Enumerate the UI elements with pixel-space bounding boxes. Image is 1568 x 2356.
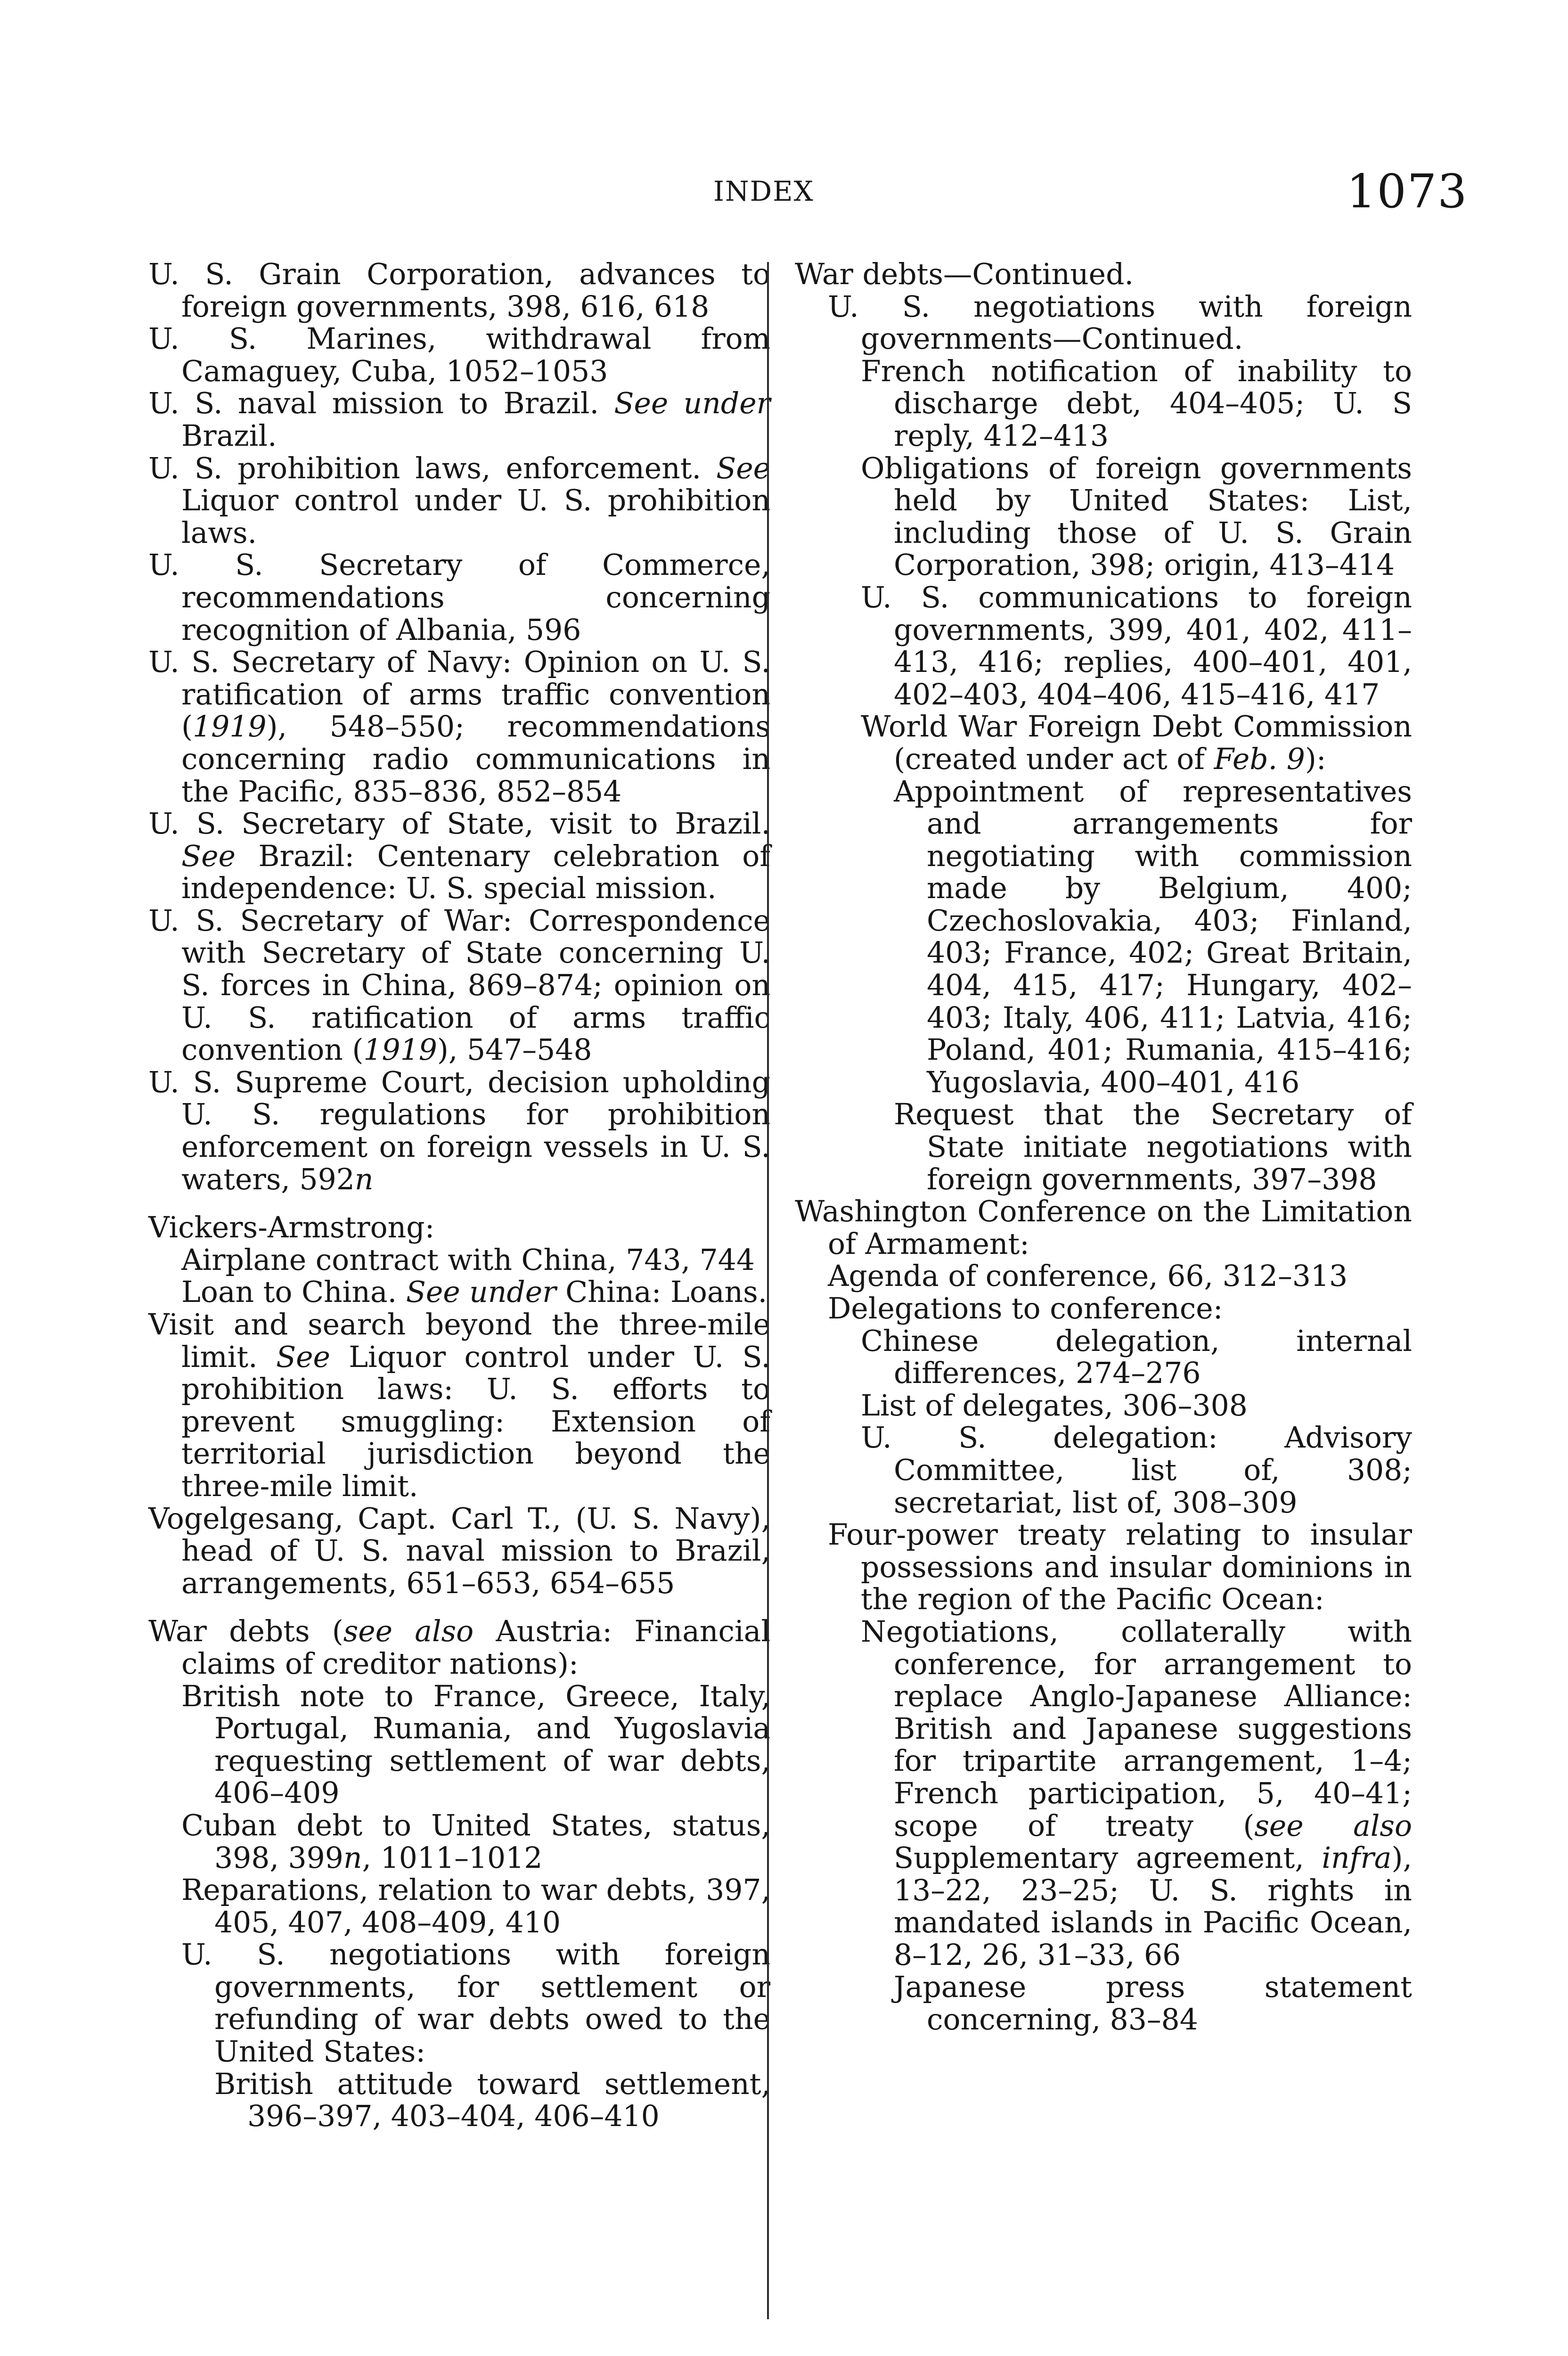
index-entry: U. S. delegation: Advisory Committee, list of, 308; secretariat, list of, 308–309	[861, 1421, 1412, 1520]
index-entry: Visit and search beyond the three-mile limit. See Liquor control under U. S. prohibition laws: U. S. efforts to prevent smuggling: Extension of territorial jurisdiction beyond the three-mile limit.	[148, 1308, 770, 1503]
column-divider	[767, 262, 769, 2319]
index-entry: Delegations to conference:	[828, 1292, 1223, 1325]
index-entry: U. S. Secretary of Commerce, recommendations concerning recognition of Albania, 596	[148, 548, 770, 647]
index-entry: U. S. Secretary of State, visit to Brazil. See Brazil: Centenary celebration of independence: U. S. special mission.	[148, 807, 770, 906]
index-entry: British note to France, Greece, Italy, Portugal, Rumania, and Yugoslavia requesting settlement of war debts, 406–409	[181, 1679, 770, 1810]
index-entry: Appointment of representatives and arrangements for negotiating with commission made by Belgium, 400; Czechoslovakia, 403; Finland, 403; France, 402; Great Britain, 404, 415, 417; Hungary, 402–403; Italy, 406, 411; Latvia, 416; Poland, 401; Rumania, 415–416; Yugoslavia, 400–401, 416	[894, 774, 1412, 1099]
index-entry: U. S. Secretary of War: Correspondence with Secretary of State concerning U. S. forces in China, 869–874; opinion on U. S. ratification of arms traffic convention (1919), 547–548	[148, 903, 770, 1067]
index-entry: U. S. naval mission to Brazil. See under Brazil.	[148, 386, 770, 453]
running-head: INDEX	[713, 175, 814, 207]
index-entry: U. S. negotiations with foreign governments, for settlement or refunding of war debts owed to the United States:	[181, 1938, 770, 2069]
index-entry: French notification of inability to discharge debt, 404–405; U. S reply, 412–413	[861, 354, 1412, 453]
index-entry: U. S. Grain Corporation, advances to foreign governments, 398, 616, 618	[148, 257, 770, 324]
index-entry: British attitude toward settlement, 396–397, 403–404, 406–410	[214, 2067, 770, 2134]
index-column-right	[795, 258, 1412, 2036]
index-entry: Reparations, relation to war debts, 397, 405, 407, 408–409, 410	[181, 1873, 770, 1939]
index-entry: Cuban debt to United States, status, 398, 399n, 1011–1012	[181, 1808, 770, 1875]
index-entry: U. S. prohibition laws, enforcement. See Liquor control under U. S. prohibition laws.	[148, 451, 770, 550]
index-entry: List of delegates, 306–308	[861, 1388, 1248, 1423]
index-entry: Four-power treaty relating to insular possessions and insular dominions in the region of the Pacific Ocean:	[828, 1518, 1412, 1617]
index-entry: Request that the Secretary of State initiate negotiations with foreign governments, 397–398	[894, 1097, 1412, 1196]
index-entry: Loan to China. See under China: Loans.	[181, 1275, 768, 1309]
index-entry: Obligations of foreign governments held by United States: List, including those of U. S. Grain Corporation, 398; origin, 413–414	[861, 451, 1412, 582]
index-entry: U. S. negotiations with foreign governments—Continued.	[828, 289, 1412, 356]
index-entry: War debts—Continued.	[795, 257, 1134, 291]
page-number: 1073	[1347, 165, 1468, 219]
index-entry: U. S. Marines, withdrawal from Camaguey, Cuba, 1052–1053	[148, 322, 770, 388]
index-entry: War debts (see also Austria: Financial claims of creditor nations):	[148, 1614, 770, 1681]
index-entry: Negotiations, collaterally with conference, for arrangement to replace Anglo-Japanese Alliance: British and Japanese suggestions for tripartite arrangement, 1–4; French participation, 5, 40–41; scope of treaty (see also Supplementary agreement, infra), 13–22, 23–25; U. S. rights in mandated islands in Pacific Ocean, 8–12, 26, 31–33, 66	[861, 1614, 1412, 1972]
index-entry: Chinese delegation, internal differences, 274–276	[861, 1324, 1412, 1391]
page-header	[0, 165, 1568, 221]
index-entry: Agenda of conference, 66, 312–313	[828, 1259, 1348, 1293]
index-column-left	[148, 258, 770, 2133]
index-entry: U. S. Secretary of Navy: Opinion on U. S. ratification of arms traffic convention (1919), 548–550; recommendations concerning radio communications in the Pacific, 835–836, 852–854	[148, 645, 770, 809]
index-entry: Washington Conference on the Limitation of Armament:	[795, 1194, 1412, 1261]
index-entry: Vogelgesang, Capt. Carl T., (U. S. Navy), head of U. S. naval mission to Brazil, arrangements, 651–653, 654–655	[148, 1501, 770, 1600]
index-entry: U. S. communications to foreign governments, 399, 401, 402, 411–413, 416; replies, 400–401, 401, 402–403, 404–406, 415–416, 417	[861, 580, 1412, 712]
index-entry: Japanese press statement concerning, 83–84	[894, 1970, 1412, 2037]
index-entry: U. S. Supreme Court, decision upholding U. S. regulations for prohibition enforcement on foreign vessels in U. S. waters, 592n	[148, 1065, 770, 1196]
index-entry: Airplane contract with China, 743, 744	[181, 1243, 755, 1277]
index-entry: Vickers-Armstrong:	[148, 1211, 435, 1245]
index-entry: World War Foreign Debt Commission (created under act of Feb. 9):	[861, 710, 1412, 776]
